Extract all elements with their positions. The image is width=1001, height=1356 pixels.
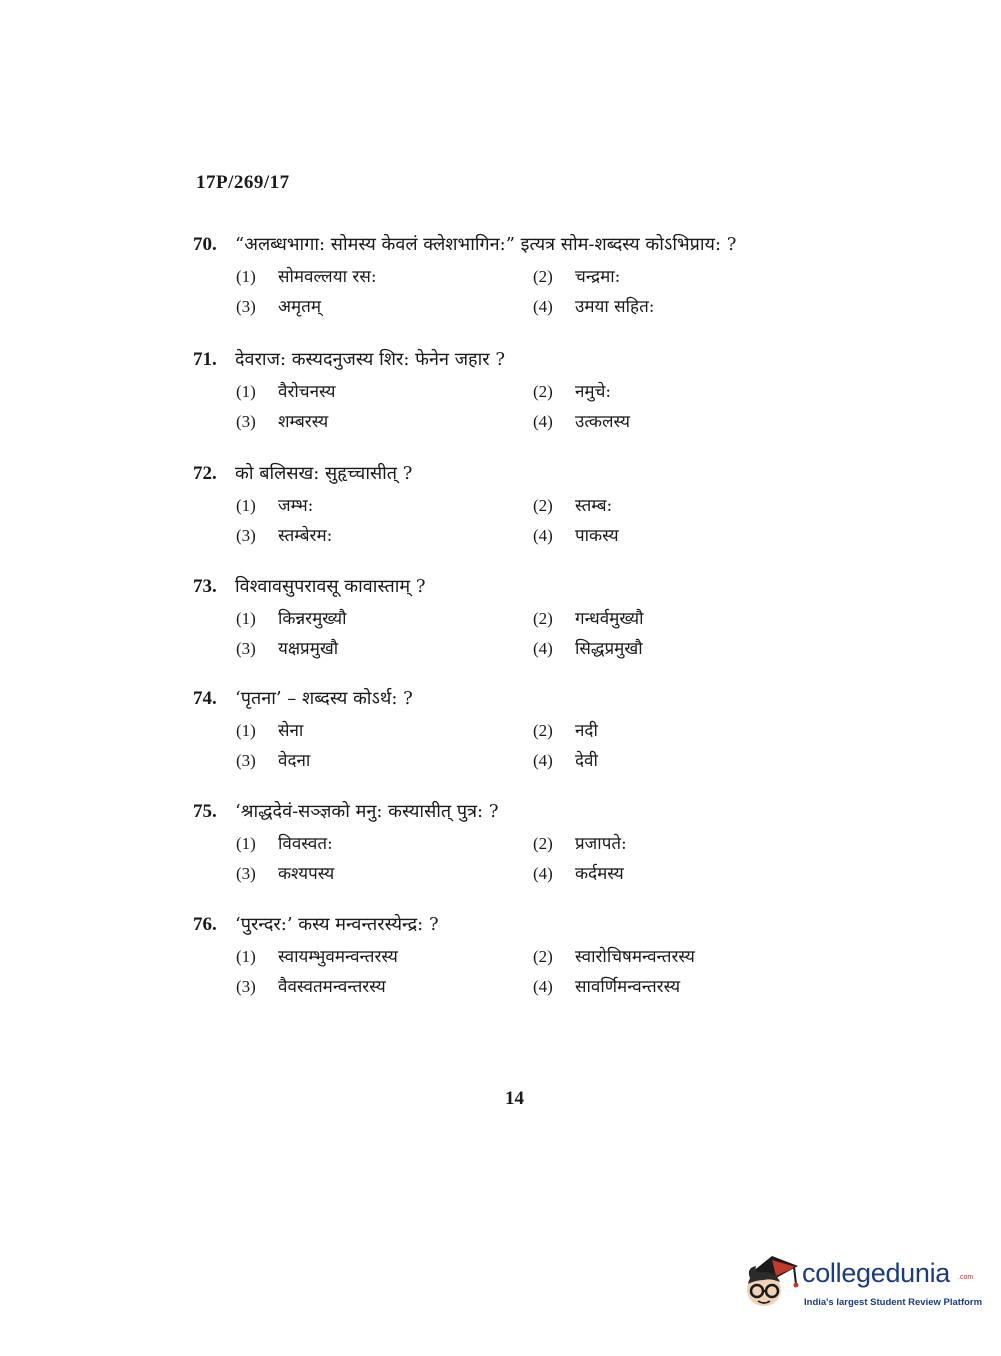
option-number: (2) (533, 609, 553, 628)
option-number: (1) (236, 496, 256, 515)
option-3 (236, 636, 338, 659)
question-text: ‘पुरन्दर:’ कस्य मन्वन्तरस्येन्द्र: ? (235, 914, 439, 935)
option-text: स्वारोचिषमन्वन्तरस्य (575, 947, 695, 967)
mascot-icon (742, 1250, 800, 1312)
question-number: 75. (193, 801, 217, 822)
option-2 (533, 379, 611, 402)
option-number: (1) (236, 834, 256, 853)
option-number: (2) (533, 721, 553, 740)
option-number: (4) (533, 639, 553, 658)
option-1 (236, 944, 398, 967)
option-number: (4) (533, 412, 553, 431)
option-text: स्तम्बेरम: (278, 526, 333, 546)
option-number: (3) (236, 526, 256, 545)
option-text: सावर्णिमन्वन्तरस्य (575, 977, 681, 997)
option-text: नदी (575, 721, 598, 741)
option-text: उत्कलस्य (575, 412, 630, 432)
option-text: सोमवल्लया रस: (278, 267, 377, 287)
question-text: ‘पृतना’ – शब्दस्य कोऽर्थ: ? (235, 688, 413, 709)
option-4 (533, 294, 655, 317)
option-text: शम्बरस्य (278, 412, 329, 432)
option-text: जम्भ: (278, 496, 314, 516)
option-number: (1) (236, 947, 256, 966)
question-text: ‘श्राद्धदेवं-सञ्ज्ञको मनु: कस्यासीत् पुत्र: ? (235, 801, 499, 822)
option-text: वेदना (278, 751, 311, 771)
option-1 (236, 718, 303, 741)
option-3 (236, 974, 386, 997)
option-text: उमया सहित: (575, 297, 655, 317)
option-text: कश्यपस्य (278, 864, 335, 884)
option-text: देवी (575, 751, 598, 771)
question-number: 76. (193, 914, 217, 935)
option-4 (533, 861, 624, 884)
option-number: (2) (533, 267, 553, 286)
option-1 (236, 831, 333, 854)
option-3 (236, 294, 321, 317)
option-3 (236, 861, 334, 884)
logo-domain: .com (958, 1274, 974, 1281)
question-71 (193, 347, 793, 441)
question-text: देवराज: कस्यदनुजस्य शिर: फेनेन जहार ? (235, 349, 506, 370)
option-number: (3) (236, 977, 256, 996)
option-text: सेना (278, 721, 304, 741)
option-4 (533, 523, 619, 546)
option-1 (236, 379, 336, 402)
option-2 (533, 493, 612, 516)
option-number: (3) (236, 639, 256, 658)
option-1 (236, 606, 346, 629)
option-text: स्तम्ब: (575, 496, 613, 516)
logo-tagline: India's largest Student Review Platform (804, 1297, 983, 1308)
option-3 (236, 409, 328, 432)
option-number: (3) (236, 297, 256, 316)
option-3 (236, 523, 332, 546)
option-number: (1) (236, 267, 256, 286)
option-text: गन्धर्वमुख्यौ (575, 609, 644, 629)
option-number: (2) (533, 947, 553, 966)
option-text: वैवस्वतमन्वन्तरस्य (278, 977, 386, 997)
option-number: (4) (533, 977, 553, 996)
option-text: सिद्धप्रमुखौ (575, 639, 643, 659)
question-number: 73. (193, 576, 217, 597)
option-text: अमृतम् (278, 297, 322, 317)
option-4 (533, 409, 630, 432)
option-number: (3) (236, 412, 256, 431)
option-number: (1) (236, 609, 256, 628)
option-text: वैरोचनस्य (278, 382, 336, 402)
page-number: 14 (505, 1088, 524, 1109)
question-number: 74. (193, 688, 217, 709)
option-1 (236, 493, 313, 516)
logo-wordmark: collegedunia (802, 1258, 951, 1288)
question-72 (193, 461, 793, 555)
option-number: (4) (533, 864, 553, 883)
option-text: पाकस्य (575, 526, 619, 546)
option-text: चन्द्रमा: (575, 267, 621, 287)
option-number: (2) (533, 834, 553, 853)
question-text: “अलब्धभागा: सोमस्य केवलं क्लेशभागिन:” इत्यत्र सोम-शब्दस्य कोऽभिप्राय: ? (235, 234, 737, 255)
option-4 (533, 748, 598, 771)
option-4 (533, 636, 643, 659)
option-2 (533, 831, 627, 854)
option-number: (1) (236, 382, 256, 401)
option-2 (533, 944, 695, 967)
option-text: यक्षप्रमुखौ (278, 639, 339, 659)
option-number: (2) (533, 496, 553, 515)
option-text: किन्नरमुख्यौ (278, 609, 347, 629)
option-2 (533, 718, 598, 741)
question-number: 70. (193, 234, 217, 255)
option-number: (4) (533, 526, 553, 545)
question-74 (193, 686, 793, 780)
question-75 (193, 799, 793, 893)
option-text: प्रजापते: (575, 834, 627, 854)
option-text: विवस्वत: (278, 834, 333, 854)
option-2 (533, 606, 644, 629)
option-1 (236, 264, 377, 287)
option-text: स्वायम्भुवमन्वन्तरस्य (278, 947, 398, 967)
collegedunia-logo (742, 1250, 983, 1316)
question-text: विश्वावसुपरावसू कावास्ताम् ? (235, 576, 426, 597)
option-number: (3) (236, 864, 256, 883)
option-number: (2) (533, 382, 553, 401)
question-70 (193, 232, 793, 326)
option-4 (533, 974, 680, 997)
option-3 (236, 748, 310, 771)
option-2 (533, 264, 620, 287)
option-number: (4) (533, 297, 553, 316)
question-76 (193, 912, 793, 1006)
option-number: (3) (236, 751, 256, 770)
paper-code: 17P/269/17 (196, 172, 290, 193)
option-text: नमुचे: (575, 382, 612, 402)
option-number: (4) (533, 751, 553, 770)
question-number: 72. (193, 463, 217, 484)
question-73 (193, 574, 793, 668)
option-number: (1) (236, 721, 256, 740)
question-text: को बलिसख: सुहृच्चासीत् ? (235, 463, 413, 484)
question-number: 71. (193, 349, 217, 370)
option-text: कर्दमस्य (575, 864, 624, 884)
